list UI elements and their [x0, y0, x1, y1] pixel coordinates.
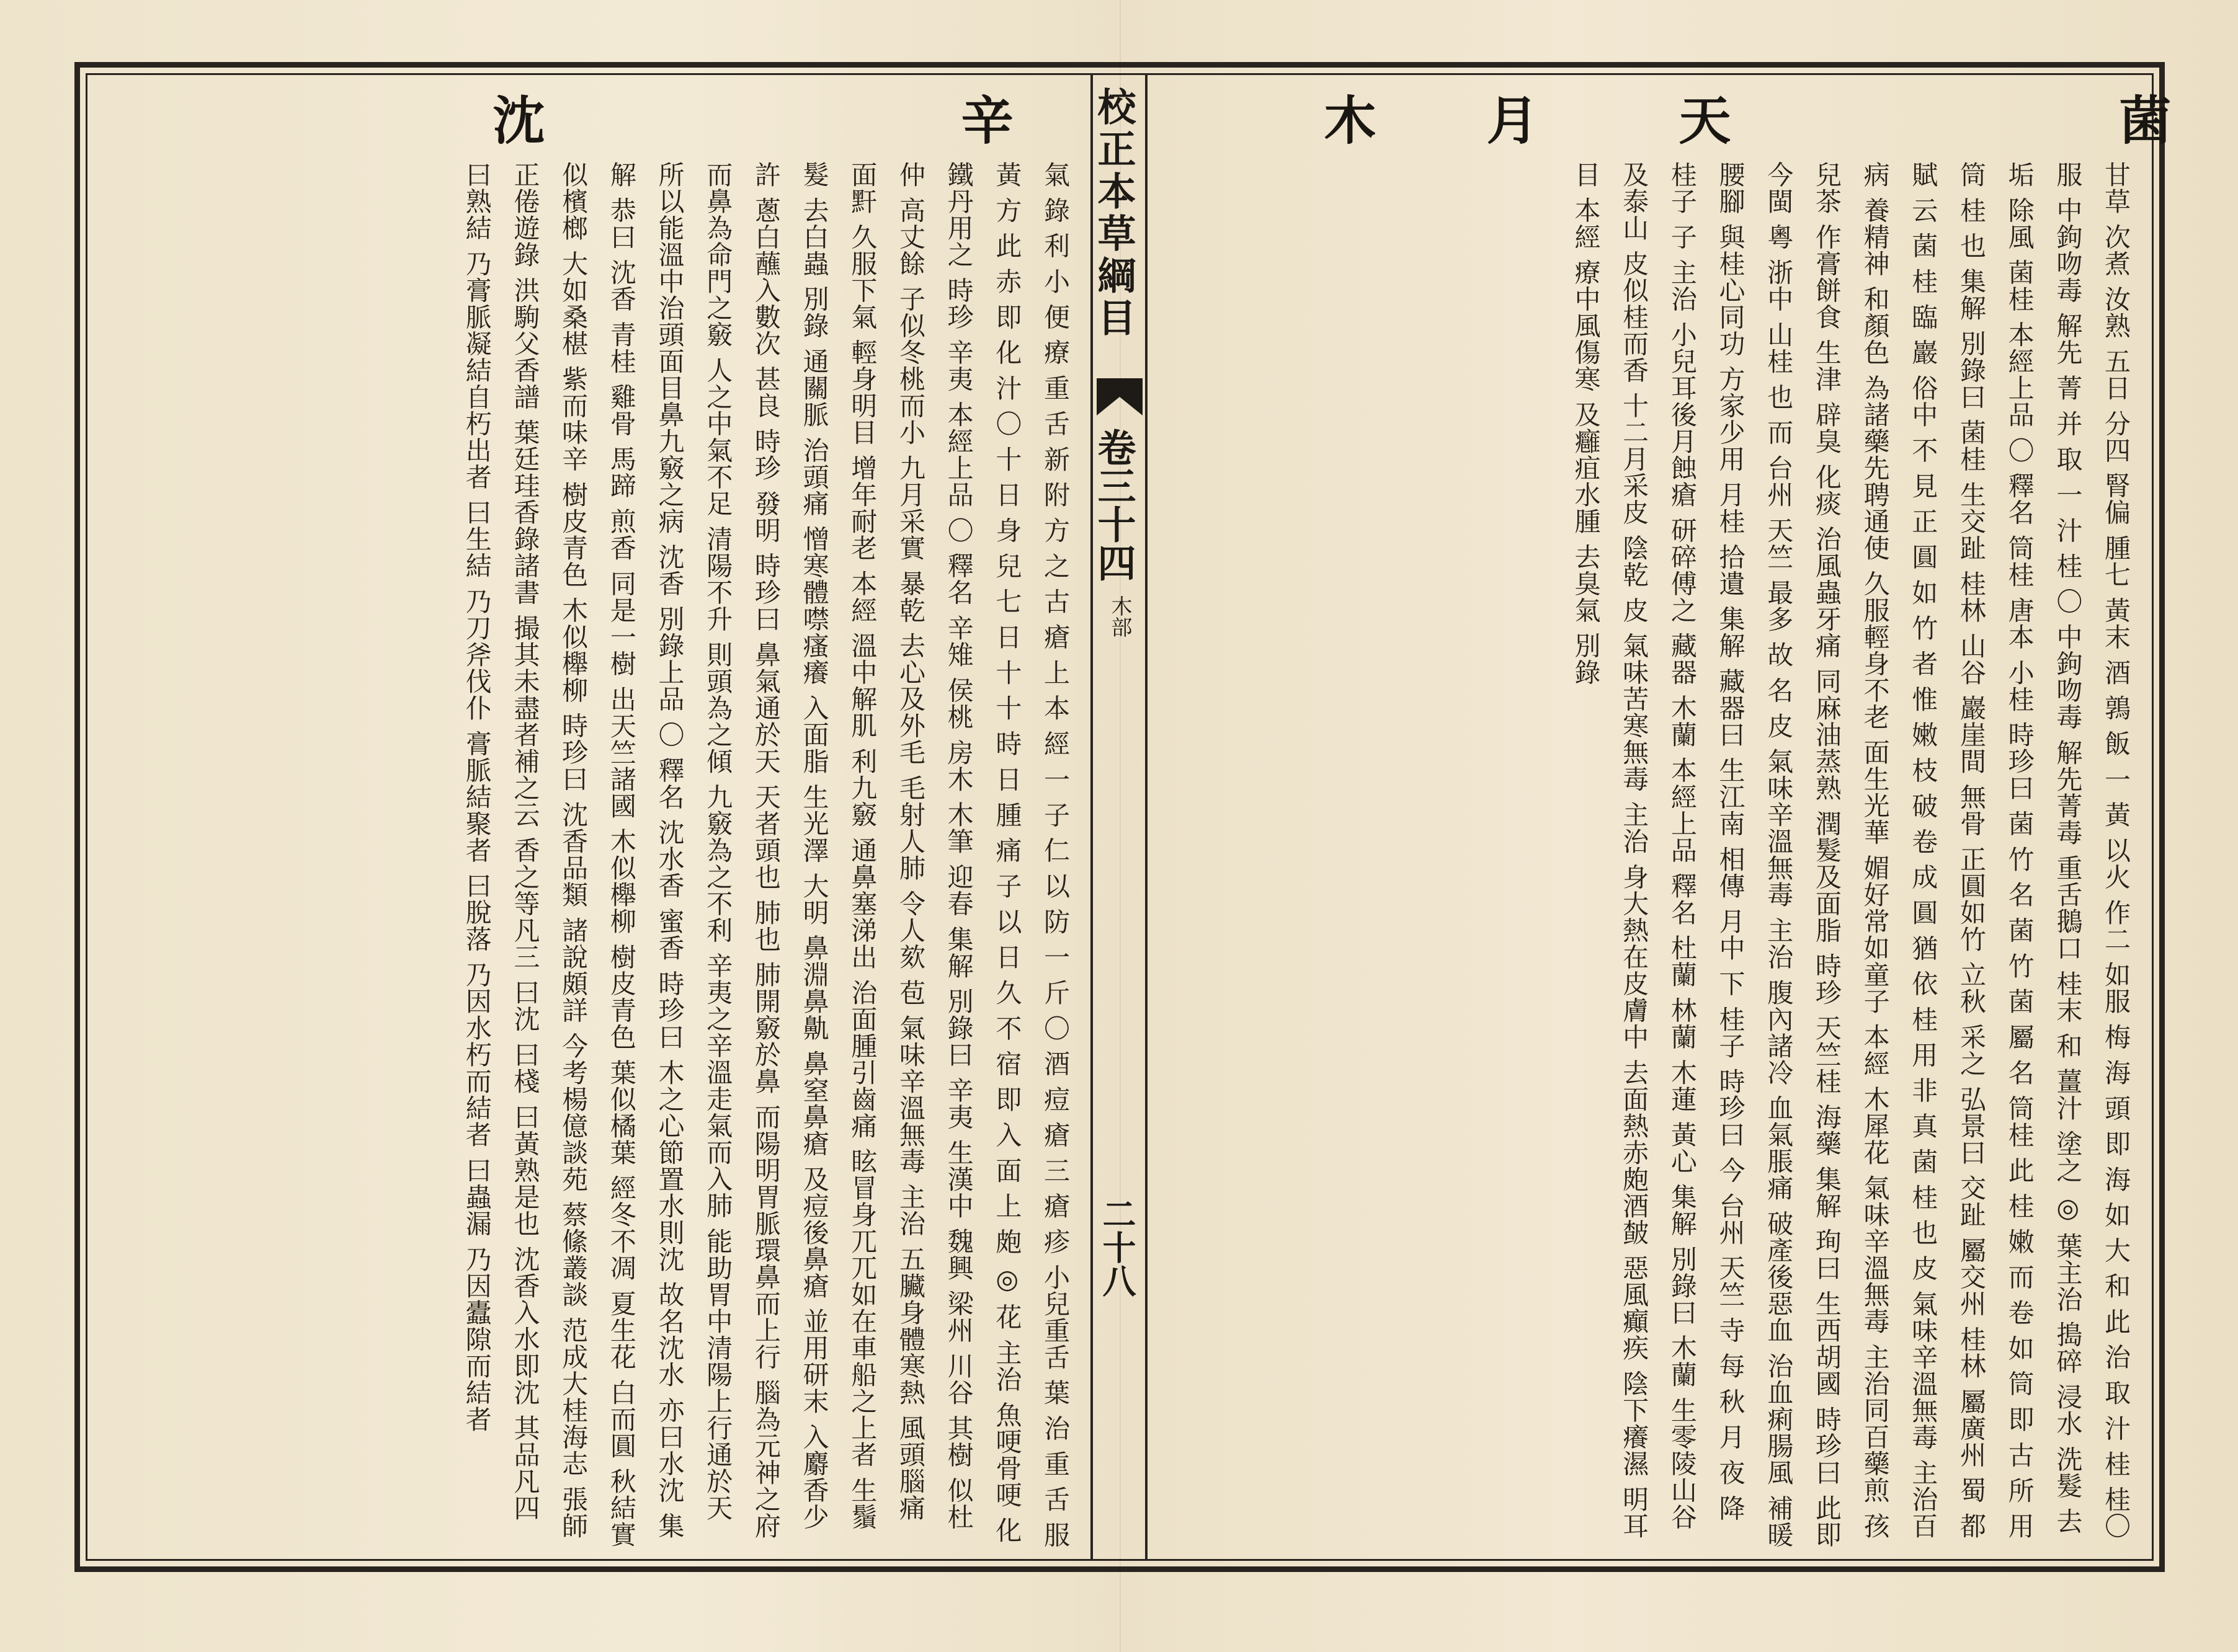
book-title: 校正本草綱目	[1091, 87, 1136, 340]
left-page-text: 氣 錄 利 小 便 療 重 舌 新 附 方 之 古 瘡 上 本 經 一 子 仁 以 防 一 斤 〇 酒 痘 瘡 三 瘡 疹 小兒重舌 葉 治 重 舌 服 黃 方 此 赤 即 化 汁 〇 十 日 身 兒 七 日 十 十 時 日 腫 痛 子 以 日 久 不 宿 即 入 面 上 皰 ◎ 花 主治 魚哽骨哽 化鐵丹用之 時珍 辛夷 本經上品 〇 釋名 辛雉 侯桃 房木 木筆 迎春 集解 別錄曰 辛夷 生漢中 魏興 梁州 川谷 其樹 似杜仲 高丈餘 子似冬桃而小 九月采實 暴乾 去心及外毛 毛射人肺 令人欬 苞 氣味辛溫無毒 主治 五臟身體寒熱 風頭腦痛 面䵟 久服下氣 輕身明目 增年耐老 本經 溫中解肌 利九竅 通鼻塞涕出 治面腫引齒痛 眩冒身兀兀如在車船之上者 生鬚髮 去白蟲 別錄 通關脈 治頭痛 憎寒體噤瘙癢 入面脂 生光澤 大明 鼻淵鼻鼽 鼻窒鼻瘡 及痘後鼻瘡 並用研末 入麝香少許 蔥白蘸入數次 甚良 時珍 發明 時珍曰 鼻氣通於天 天者頭也 肺也 肺開竅於鼻 而陽明胃脈環鼻而上行 腦為元神之府 而鼻為命門之竅 人之中氣不足 清陽不升 則頭為之傾 九竅為之不利 辛夷之辛溫走氣而入肺 能助胃中清陽上行通於天 所以能溫中治頭面目鼻九竅之病 沈香 別錄上品 〇 釋名 沈水香 蜜香 時珍曰 木之心節置水則沈 故名沈水 亦曰水沈 集解 恭曰 沈香 青桂 雞骨 馬蹄 煎香 同是一樹 出天竺諸國 木似櫸柳 樹皮青色 葉似橘葉 經冬不凋 夏生花 白而圓 秋結實似檳榔 大如桑椹 紫而味辛 樹皮青色 木似櫸柳 時珍曰 沈香品類 諸說頗詳 今考楊億談苑 蔡絛叢談 范成大桂海志 張師正倦遊錄 洪駒父香譜 葉廷珪香錄諸書 撮其未盡者補之云 香之等凡三 曰沈 曰棧 曰黃熟是也 沈香入水即沈 其品凡四 曰熟結 乃膏脈凝結自朽出者 曰生結 乃刀斧伐仆 膏脈結聚者 曰脫落 乃因水朽而結者 曰蟲漏 乃因蠹隙而結者	[461, 161, 1071, 1548]
folio-number: 二十八	[1097, 1197, 1137, 1297]
fishtail-ornament-icon	[1097, 378, 1143, 422]
heading-chen: 沈	[484, 93, 546, 145]
heading-tian: 天	[1670, 93, 1732, 145]
volume-number: 卷三十四	[1091, 428, 1136, 582]
heading-xin: 辛	[953, 93, 1014, 145]
right-page-text: 甘草 次煮 汝熟 五日 分四 腎偏 腫七 黃末 酒 鶉 飯 一 黃 以火 作二 如服 梅 海 頭 即 海 如 大 和 此 治 取 汁 桂 桂〇 服 中鉤吻毒 解先 菁 并 取 一 汁 桂 〇 中鉤吻毒 解先菁毒 重舌鵝口 桂末 和 薑汁 塗之 ◎ 葉主治 搗碎 浸水 洗髮 去垢 除風 菌桂 本經上品 〇 釋名 筒桂 唐本 小桂 時珍曰 菌 竹 名 菌 竹 菌 屬 名 筒桂 此 桂 嫩 而 卷 如 筒 即 古 所 用 筒 桂 也 集解 別錄曰 菌桂 生交趾 桂林 山谷 巖崖間 無骨 正圓如竹 立秋 采之 弘景曰 交趾 屬交州 桂林 屬廣州 蜀 都 賦 云 菌 桂 臨 巖 俗中 不 見 正 圓 如 竹 者 惟 嫩 枝 破 卷 成 圓 猶 依 桂 用 非 真 菌 桂 也 皮 氣味辛溫無毒 主治百病 養精神 和顏色 為諸藥先聘通使 久服輕身不老 面生光華 媚好常如童子 本經 木犀花 氣味辛溫無毒 主治同百藥煎 孩兒茶 作膏餅食 生津 辟臭 化痰 治風蟲牙痛 同麻油蒸熟 潤髮及面脂 時珍 天竺桂 海藥 集解 珣曰 生西胡國 時珍曰 此即今閩 粵 浙中 山桂 也 而 台州 天竺 最多 故 名 皮 氣味辛溫無毒 主治 腹內諸冷 血氣脹痛 破產後惡血 治血痢腸風 補暖腰腳 與桂心同功 方家少用 月桂 拾遺 集解 藏器曰 生江南 相傳 月中 下 桂子 時珍曰 今 台州 天竺 寺 每 秋 月 夜 降 桂子 子 主治 小兒耳後月蝕瘡 研碎傅之 藏器 木蘭 本經上品 釋名 杜蘭 林蘭 木蓮 黃心 集解 別錄曰 木蘭 生零陵山谷及泰山 皮似桂而香 十二月采皮 陰乾 皮 氣味苦寒無毒 主治 身大熱在皮膚中 去面熱赤皰酒皶 惡風癲疾 陰下癢濕 明耳目 本經 療中風傷寒 及癰疽水腫 去臭氣 別錄	[1571, 161, 2131, 1548]
section-name: 木部	[1107, 595, 1132, 637]
heading-jun: 菌	[2111, 93, 2172, 145]
heading-mu: 木	[1316, 93, 1377, 145]
heading-yue: 月	[1478, 93, 1540, 145]
